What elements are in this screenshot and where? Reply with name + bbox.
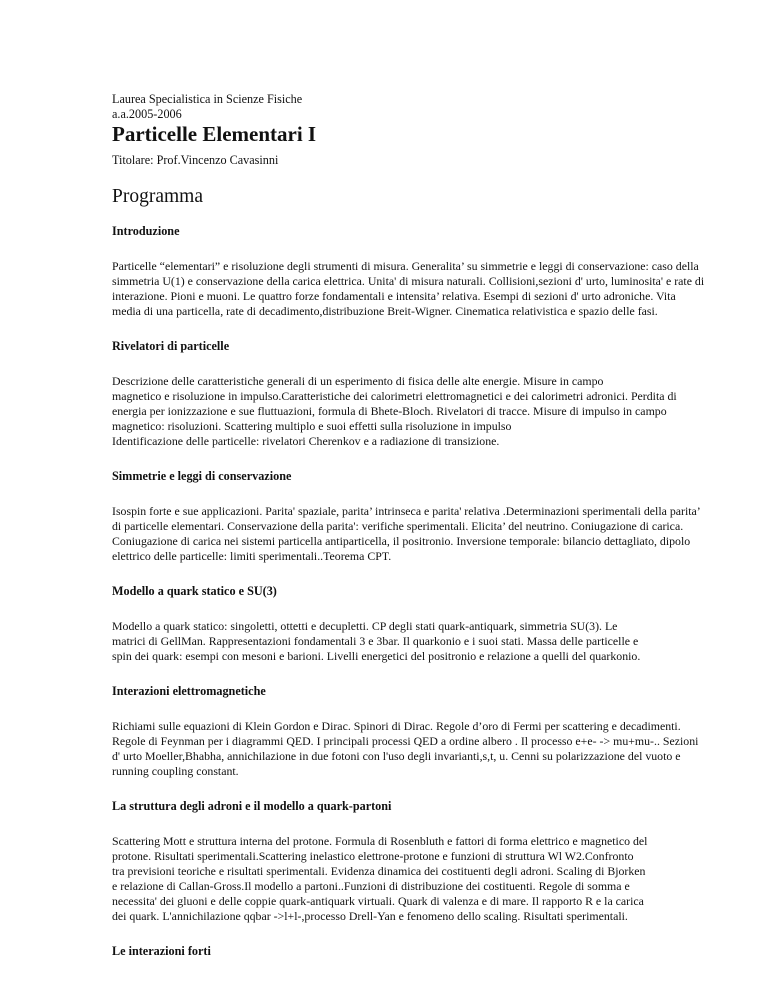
section-paragraph — [112, 504, 701, 564]
section-rivelatori — [112, 339, 682, 449]
section-struttura-adroni — [112, 799, 682, 924]
paragraph-line: energia per ionizzazione e sue fluttuazioni, formula di Bhete-Bloch. Rivelatori di tracce. Misure di impulso in campo — [112, 404, 667, 418]
paragraph-line: Modello a quark statico: singoletti, ottetti e decupletti. CP degli stati quark-antiquark, simmetria SU(3). Le — [112, 619, 618, 633]
paragraph-line: Descrizione delle caratteristiche generali di un esperimento di fisica delle alte energie. Misure in campo — [112, 374, 604, 388]
section-heading: La struttura degli adroni e il modello a quark-partoni — [112, 799, 392, 813]
section-heading: Le interazioni forti — [112, 944, 211, 958]
academic-year: a.a.2005-2006 — [112, 107, 182, 121]
course-name: Laurea Specialistica in Scienze Fisiche — [112, 92, 303, 106]
paragraph-line: matrici di GellMan. Rappresentazioni fondamentali 3 e 3bar. Il quarkonio e i suoi stati. Massa delle particelle e — [112, 634, 639, 648]
section-heading: Interazioni elettromagnetiche — [112, 684, 266, 698]
section-paragraph — [112, 259, 705, 319]
section-paragraph — [112, 719, 699, 779]
section-interazioni-forti — [112, 944, 682, 959]
section-heading: Simmetrie e leggi di conservazione — [112, 469, 292, 483]
section-heading: Modello a quark statico e SU(3) — [112, 584, 277, 598]
paragraph-line: magnetico e risoluzione in impulso.Caratteristiche dei calorimetri elettromagnetici e dei calorimetri adronici. Perdita di — [112, 389, 677, 403]
paragraph-line: magnetico: risoluzioni. Scattering multiplo e suoi effetti sulla risoluzione in impulso — [112, 419, 512, 433]
paragraph-line: Scattering Mott e struttura interna del protone. Formula di Rosenbluth e fattori di forma elettrico e magnetico del — [112, 834, 648, 848]
section-simmetrie — [112, 469, 701, 564]
paragraph-line: necessita' dei gluoni e delle coppie quark-antiquark virtuali. Quark di valenza e di mare. Il rapporto R e la carica — [112, 894, 644, 908]
document-page — [112, 92, 705, 959]
paragraph-line: media di una particella, rate di decadimento,distribuzione Breit-Wigner. Cinematica relativistica e spazio delle fasi. — [112, 304, 658, 318]
paragraph-line: Particelle “elementari” e risoluzione degli strumenti di misura. Generalita’ su simmetrie e leggi di conservazione: caso della — [112, 259, 699, 273]
paragraph-line: protone. Risultati sperimentali.Scattering inelastico elettrone-protone e funzioni di struttura Wl W2.Confronto — [112, 849, 634, 863]
document-title: Particelle Elementari I — [112, 122, 317, 146]
paragraph-line: e relazione di Callan-Gross.Il modello a partoni..Funzioni di distribuzione dei costituenti. Regole di somma e — [112, 879, 630, 893]
paragraph-line: Richiami sulle equazioni di Klein Gordon e Dirac. Spinori di Dirac. Regole d’oro di Fermi per scattering e decadimenti. — [112, 719, 681, 733]
section-heading: Rivelatori di particelle — [112, 339, 230, 353]
section-paragraph — [112, 374, 682, 449]
paragraph-line: Coniugazione di carica nei sistemi particella antiparticella, il positronio. Inversione temporale: bilancio dettagliato, dipolo — [112, 534, 691, 548]
section-heading: Introduzione — [112, 224, 180, 238]
paragraph-line: Regole di Feynman per i diagrammi QED. I principali processi QED a ordine albero . Il processo e+e- -> mu+mu-.. Sezioni — [112, 734, 699, 748]
paragraph-line: tra previsioni teoriche e risultati sperimentali. Evidenza dinamica dei costituenti degli adroni. Scaling di Bjorken — [112, 864, 646, 878]
paragraph-line: d' urto Moeller,Bhabha, annichilazione in due fotoni con l'uso degli invarianti,s,t, u. Cenni su polarizzazione del vuoto e — [112, 749, 681, 763]
paragraph-line: simmetria U(1) e conservazione della carica elettrica. Unita' di misura naturali. Collisioni,sezioni d' urto, luminosita' e rate di — [112, 274, 705, 288]
paragraph-line: di particelle elementari. Conservazione della parita': verifiche sperimentali. Elicita’ del neutrino. Coniugazione di carica. — [112, 519, 684, 533]
paragraph-line: interazione. Pioni e muoni. Le quattro forze fondamentali e intensita’ relativa. Esempi di sezioni d' urto adroniche. Vita — [112, 289, 676, 303]
section-modello-quark — [112, 584, 682, 664]
paragraph-line: running coupling constant. — [112, 764, 239, 778]
paragraph-line: spin dei quark: esempi con mesoni e barioni. Livelli energetici del positronio e relazione a quelli del quarkonio. — [112, 649, 641, 663]
paragraph-line: Isospin forte e sue applicazioni. Parita' spaziale, parita’ intrinseca e parita' relativa .Determinazioni sperimentali della parita’ — [112, 504, 701, 518]
section-paragraph — [112, 834, 682, 924]
section-paragraph — [112, 619, 682, 664]
paragraph-line: Identificazione delle particelle: rivelatori Cherenkov e a radiazione di transizione. — [112, 434, 500, 448]
programma-heading: Programma — [112, 186, 203, 207]
paragraph-line: elettrico delle particelle: limiti sperimentali..Teorema CPT. — [112, 549, 392, 563]
section-introduzione — [112, 224, 705, 319]
paragraph-line: dei quark. L'annichilazione qqbar ->l+l-,processo Drell-Yan e fenomeno dello scaling. Risultati sperimentali. — [112, 909, 628, 923]
section-interazioni-em — [112, 684, 699, 779]
professor-line: Titolare: Prof.Vincenzo Cavasinni — [112, 153, 279, 167]
